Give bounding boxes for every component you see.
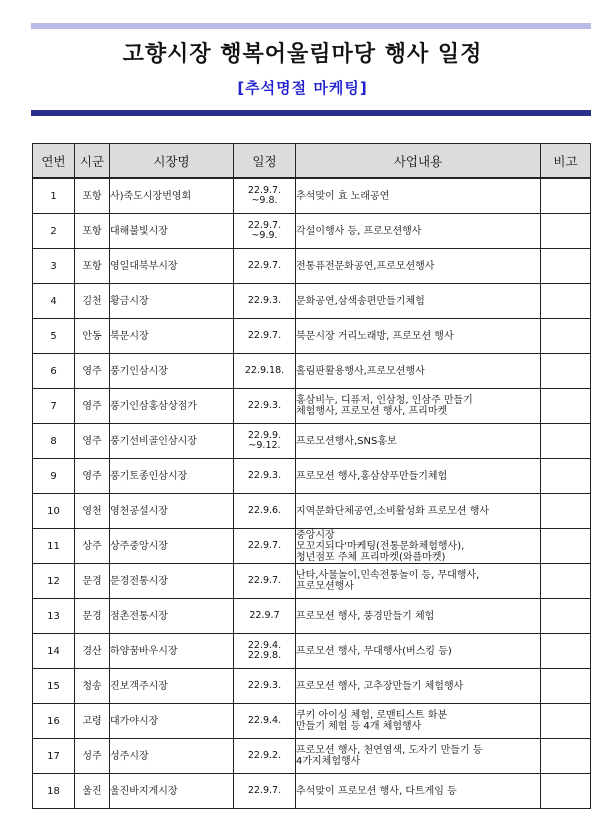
row-number-cell: 16 [33,704,75,739]
row-number-cell: 2 [33,214,75,249]
table-row [33,739,591,774]
schedule-date-cell [234,319,296,354]
schedule-date-cell [234,599,296,634]
note-cell [541,669,591,704]
city-cell: 고령 [75,704,110,739]
date-line: 22.9.18. [244,365,285,376]
description-line: 프로모션 행사, 무대행사(버스킹 등) [296,645,452,657]
schedule-date-cell [234,178,296,214]
event-description-cell [296,319,541,354]
market-name-cell: 영천공설시장 [110,494,234,529]
table-row [33,669,591,704]
table-row [33,178,591,214]
note-cell [541,529,591,564]
event-description-cell [296,494,541,529]
table-row [33,774,591,809]
description-line: 프로모션행사 [296,581,354,592]
row-number-cell: 7 [33,389,75,424]
description-line: 중앙시장 [296,529,335,541]
date-line: 22.9.7. [247,185,282,196]
city-cell: 영주 [75,424,110,459]
date-line: 22.9.7 [249,610,280,621]
city-cell: 김천 [75,284,110,319]
column-header-description: 사업내용 [296,144,541,179]
description-line: 각설이행사 등, 프로모션행사 [296,225,422,237]
date-line: 22.9.7. [247,260,282,271]
date-line: 22.9.3. [247,295,282,306]
schedule-date-cell [234,669,296,704]
description-line: 체험행사, 프로모션 행사, 프리마켓 [296,406,448,417]
schedule-date-cell [234,704,296,739]
date-line: 22.9.7. [247,785,282,796]
city-cell: 성주 [75,739,110,774]
market-name-cell: 점촌전통시장 [110,599,234,634]
market-name-cell: 북문시장 [110,319,234,354]
column-header-market: 시장명 [110,144,234,179]
note-cell [541,214,591,249]
table-row [33,634,591,669]
table-row [33,459,591,494]
schedule-date-cell [234,284,296,319]
description-line: 모꼬지되다'마케팅(전통문화체험행사), [296,540,465,552]
city-cell: 안동 [75,319,110,354]
row-number-cell: 4 [33,284,75,319]
row-number-cell: 18 [33,774,75,809]
city-cell: 경산 [75,634,110,669]
date-line: 22.9.3. [247,470,282,481]
schedule-date-cell [234,634,296,669]
city-cell: 포항 [75,214,110,249]
event-description-cell [296,249,541,284]
row-number-cell: 14 [33,634,75,669]
table-body [33,178,591,809]
schedule-date-cell [234,249,296,284]
date-line: 22.9.7. [247,540,282,551]
note-cell [541,634,591,669]
event-description-cell [296,634,541,669]
market-name-cell: 성주시장 [110,739,234,774]
table-row [33,529,591,564]
city-cell: 영주 [75,354,110,389]
date-line: 22.9.6. [247,505,282,516]
market-name-cell: 하양꿈바우시장 [110,634,234,669]
market-name-cell: 풍기인삼시장 [110,354,234,389]
date-line: 22.9.7. [247,220,282,231]
city-cell: 문경 [75,599,110,634]
table-row [33,704,591,739]
date-line: 22.9.4. [247,715,282,726]
schedule-date-cell [234,564,296,599]
city-cell: 영주 [75,389,110,424]
column-header-city: 시군 [75,144,110,179]
market-name-cell: 사)죽도시장번영회 [110,178,234,214]
city-cell: 영천 [75,494,110,529]
row-number-cell: 15 [33,669,75,704]
row-number-cell: 13 [33,599,75,634]
description-line: 난타,사물놀이,민속전통놀이 등, 무대행사, [296,570,480,581]
description-line: 프로모션 행사, 천연염색, 도자기 만들기 등 [296,745,483,756]
event-description-cell [296,529,541,564]
note-cell [541,178,591,214]
event-description-cell [296,178,541,214]
note-cell [541,739,591,774]
city-cell: 포항 [75,249,110,284]
event-description-cell [296,284,541,319]
table-row [33,564,591,599]
table-row [33,494,591,529]
note-cell [541,249,591,284]
description-line: 지역문화단체공연,소비활성화 프로모션 행사 [296,505,490,517]
row-number-cell: 6 [33,354,75,389]
date-line: 22.9.3. [247,400,282,411]
description-line: 쿠키 아이싱 체험, 로맨티스트 화분 [296,710,448,721]
date-line: 22.9.8. [247,650,282,661]
page-title: 고향시장 행복어울림마당 행사 일정 [122,42,483,67]
event-description-cell [296,564,541,599]
market-name-cell: 황금시장 [110,284,234,319]
event-description-cell [296,704,541,739]
city-cell: 울진 [75,774,110,809]
description-line: 4가지체험행사 [296,756,361,767]
event-description-cell [296,774,541,809]
description-line: 프로모션 행사, 풍경만들기 체험 [296,610,435,622]
description-line: 북문시장 거리노래방, 프로모션 행사 [296,330,454,342]
city-cell: 청송 [75,669,110,704]
note-cell [541,424,591,459]
city-cell: 영주 [75,459,110,494]
event-description-cell [296,669,541,704]
table-row [33,599,591,634]
description-line: 홍삼비누, 디퓨저, 인삼청, 인삼주 만들기 [296,395,473,406]
schedule-date-cell [234,494,296,529]
date-line: ~9.9. [251,230,278,241]
date-line: 22.9.7. [247,575,282,586]
description-line: 프로모션 행사,홍삼샴푸만들기체험 [296,470,448,482]
row-number-cell: 8 [33,424,75,459]
row-number-cell: 5 [33,319,75,354]
date-line: 22.9.2. [247,750,282,761]
city-cell: 상주 [75,529,110,564]
header-bottom-rule [31,110,591,116]
table-row [33,354,591,389]
schedule-date-cell [234,529,296,564]
row-number-cell: 9 [33,459,75,494]
market-name-cell: 대가야시장 [110,704,234,739]
column-header-note: 비고 [541,144,591,179]
column-header-date: 일정 [234,144,296,179]
schedule-date-cell [234,774,296,809]
date-line: 22.9.9. [247,430,282,441]
schedule-date-cell [234,424,296,459]
table-header-row [33,144,591,179]
row-number-cell: 11 [33,529,75,564]
row-number-cell: 10 [33,494,75,529]
row-number-cell: 3 [33,249,75,284]
description-line: 홀림판활용행사,프로모션행사 [296,365,425,377]
note-cell [541,494,591,529]
note-cell [541,599,591,634]
schedule-date-cell [234,214,296,249]
description-line: 추석맞이 효 노래공연 [296,190,390,202]
note-cell [541,389,591,424]
event-description-cell [296,214,541,249]
event-description-cell [296,424,541,459]
row-number-cell: 12 [33,564,75,599]
schedule-date-cell [234,389,296,424]
date-line: 22.9.4. [247,640,282,651]
description-line: 프로모션 행사, 고추장만들기 체험행사 [296,680,464,692]
event-description-cell [296,459,541,494]
description-line: 추석맞이 프로모션 행사, 다트게임 등 [296,785,457,797]
event-description-cell [296,389,541,424]
note-cell [541,774,591,809]
market-name-cell: 대해불빛시장 [110,214,234,249]
column-header-no: 연번 [33,144,75,179]
description-line: 문화공연,삼색송편만들기체험 [296,295,425,307]
date-line: 22.9.3. [247,680,282,691]
event-description-cell [296,739,541,774]
note-cell [541,284,591,319]
note-cell [541,564,591,599]
description-line: 프로모션행사,SNS홍보 [296,435,397,447]
table-row [33,249,591,284]
page-subtitle: [추석명절 마케팅] [237,79,368,97]
table-row [33,284,591,319]
schedule-date-cell [234,354,296,389]
table-row [33,214,591,249]
market-name-cell: 풍기인삼홍삼상점가 [110,389,234,424]
table-row [33,319,591,354]
market-name-cell: 울진바지게시장 [110,774,234,809]
row-number-cell: 17 [33,739,75,774]
note-cell [541,354,591,389]
event-schedule-table [32,143,591,809]
note-cell [541,704,591,739]
note-cell [541,319,591,354]
note-cell [541,459,591,494]
header-top-rule [31,23,591,29]
event-description-cell [296,354,541,389]
market-name-cell: 풍기토종인삼시장 [110,459,234,494]
schedule-date-cell [234,459,296,494]
date-line: ~9.8. [251,195,278,206]
market-name-cell: 진보객주시장 [110,669,234,704]
description-line: 만들기 체험 등 4개 체험행사 [296,721,422,732]
date-line: 22.9.7. [247,330,282,341]
schedule-date-cell [234,739,296,774]
market-name-cell: 문경전통시장 [110,564,234,599]
event-description-cell [296,599,541,634]
description-line: 전통퓨전문화공연,프로모션행사 [296,260,435,272]
market-name-cell: 상주중앙시장 [110,529,234,564]
city-cell: 문경 [75,564,110,599]
row-number-cell: 1 [33,178,75,214]
description-line: 청년점포 주체 프리마켓(와플마켓) [296,551,446,563]
table-row [33,424,591,459]
market-name-cell: 풍기선비골인삼시장 [110,424,234,459]
table-row [33,389,591,424]
market-name-cell: 영일대북부시장 [110,249,234,284]
date-line: ~9.12. [248,440,281,451]
city-cell: 포항 [75,178,110,214]
